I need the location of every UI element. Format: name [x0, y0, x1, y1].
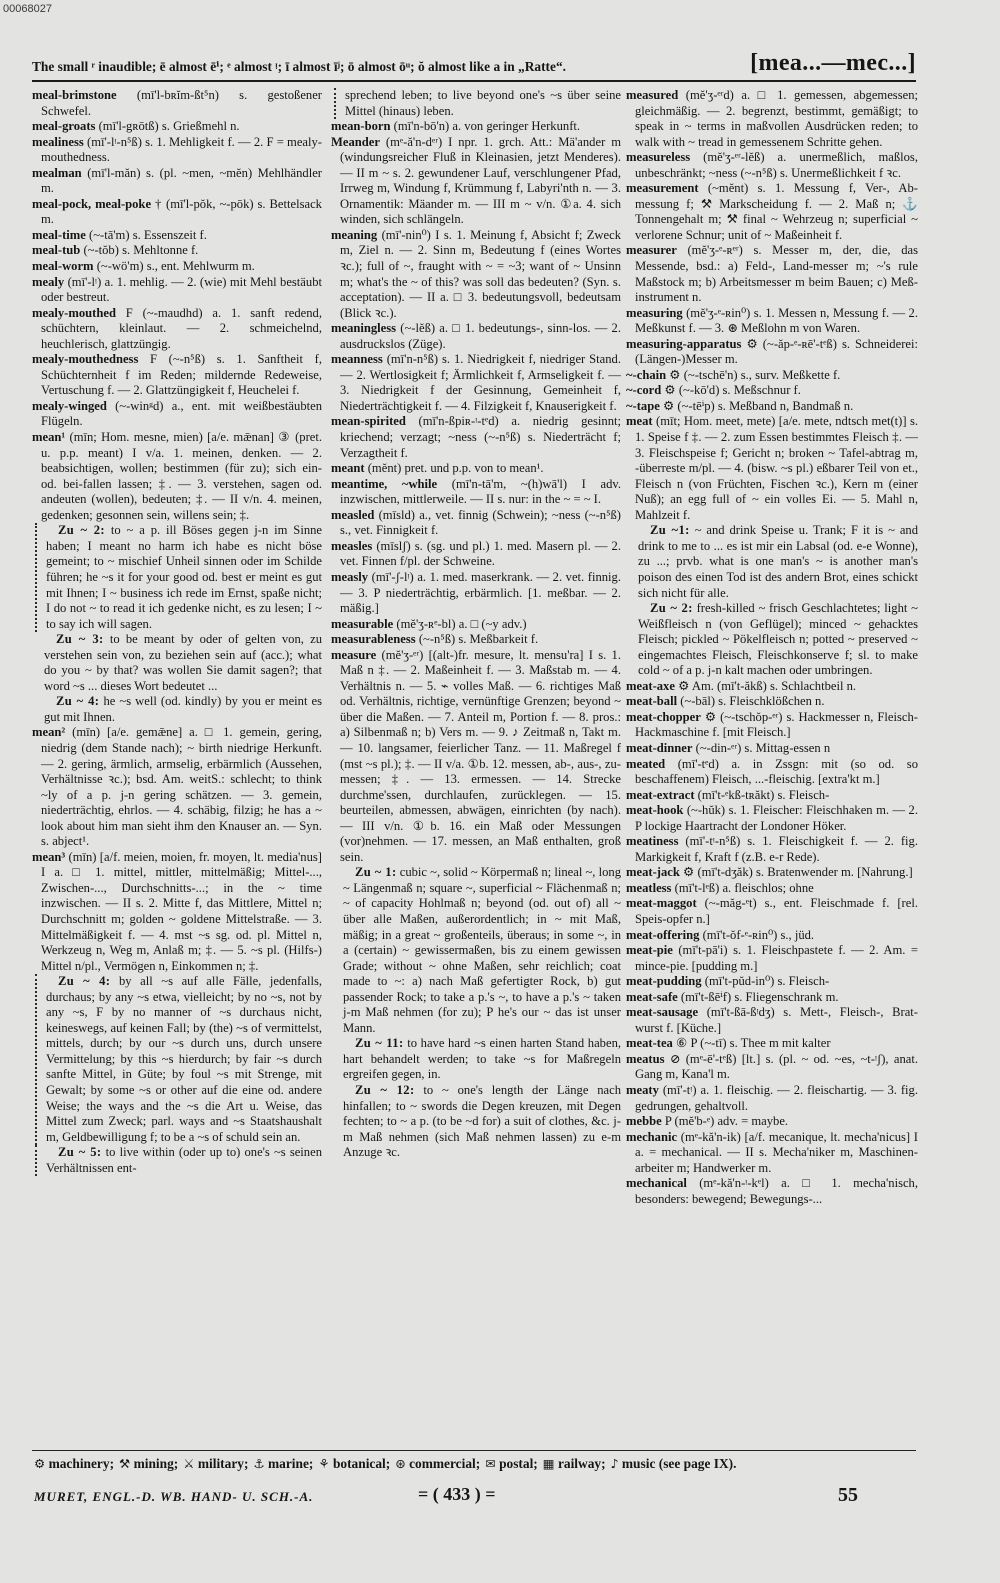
headword: meat-pudding [626, 974, 702, 989]
example-label: Zu ~ 11: [355, 1036, 404, 1051]
usage-example [35, 1145, 322, 1176]
definition-text: (mīn) [a/e. gemǣne] a. □ 1. gemein, gering, niedrig (dem Stande nach); ~ birth niedrige Herkunft. — 2. gering, ärmlich, armselig, erbärmlich (Aussehen, Verhältnisse ꝛc.); bsd. Am. weitS.: schlecht; to think ~ly of a p. j-n gering schätzen. — 3. gemein, niederträchtig, ehrlos. — 4. schäbig, filzig; he has a ~ look about him man sieht ihm den Knauser an. — Syn. s. abject¹. [41, 725, 322, 849]
legend-item [485, 1456, 538, 1471]
definition-text: cubic ~, solid ~ Körpermaß n; lineal ~, long ~ Längenmaß n; square ~, superficial ~ Flächenmaß n; ~ of capacity Hohlmaß n; beyond (od. out of) all ~ über alle Maßen, außerordentlich; in ~ mit Maß, mäßig; in a great ~ großenteils, überaus; in some ~, in a (certain) ~ gewissermaßen, bis zu einem gewissen Grade; without ~ ohne Maßen, sehr reichlich; coat made to ~: a) nach Maß gefertigter Rock, b) gut passender Rock; to take a p.'s ~, to have a p.'s ~ taken j-m Maß nehmen (for zu); P he's our ~ das ist unser Mann. [343, 865, 621, 1035]
dictionary-entry [32, 275, 322, 306]
headword: mean³ [32, 849, 66, 864]
definition-text: (mī'n-n⁵ß) s. 1. Niedrigkeit f, niedriger Stand. — 2. Wertlosigkeit f; Ärmlichkeit f, Armseligkeit f. — 3. Niedrigkeit f der Gesinnung, Gemeinheit f, Niederträchtigkeit f. — 4. Filzigkeit f, Knauserigkeit f. [340, 352, 621, 413]
dictionary-entry [626, 974, 918, 990]
definition-text: ⚙ Am. (mī't-ăkß) s. Schlachtbeil n. [678, 678, 857, 693]
definition-text: ⊘ (mᵉ-ē'-tᵉß) [lt.] s. (pl. ~ od. ~es, ~t-ᵎʃ), anat. Gang m, Kana'l m. [635, 1051, 918, 1082]
legend-item [543, 1456, 606, 1471]
usage-example [35, 523, 322, 632]
dictionary-entry [32, 228, 322, 244]
footer-rule [32, 1450, 916, 1451]
dictionary-entry [626, 1130, 918, 1177]
train-icon: ▦ [542, 1456, 555, 1471]
dictionary-entry [626, 306, 918, 337]
definition-text: (~-winᵍd) a., ent. mit weißbestäubten Flügeln. [41, 398, 322, 429]
gear-icon: ⚙ [34, 1456, 46, 1471]
dictionary-entry [626, 1176, 918, 1207]
legend-item [34, 1456, 114, 1471]
crossed-swords-icon: ⚔ [183, 1456, 195, 1471]
dictionary-entry [626, 694, 918, 710]
headword: meat-sausage [626, 1005, 699, 1020]
headword: Meander [331, 134, 380, 149]
definition-text: (mī'-tᵎ-n⁵ß) s. 1. Fleischigkeit f. — 2. fig. Markigkeit f, Kraft f (z.B. e-r Rede). [635, 834, 918, 864]
headword: measured [626, 88, 679, 102]
headword: measles [331, 538, 373, 553]
headword: mealiness [32, 134, 84, 149]
definition-text: ⚙ (~-ăp-ᵉ-ʀē'-tᵉß) s. Schneiderei: (Längen-)Messer m. [635, 336, 918, 367]
dictionary-entry [626, 414, 918, 523]
dictionary-entry [626, 834, 918, 865]
dictionary-entry [32, 88, 322, 119]
definition-text: (mī'l-bʀĭm-ßt⁵n) s. gestoßener Schwefel. [41, 88, 322, 118]
definition-text: (mĕ'ʒ-ᵉʳ) [(alt-)fr. mesure, lt. mensu'ra] I s. 1. Maß n ‡. — 2. Maßeinheit f. — 3. Maßstab m. — 4. Verhältnis n. — 5. ⌁ volles Maß. — 6. richtiges Maß od. Verhältnis, richtige, vernünftige Grenzen; beyond ~ über die Maßen. — 7. Anteil m, Portion f. — 8. pros.: a) Silbenmaß n; b) Vers m. — 9. ♪ Zeitmaß n, Takt m. — 10. langsamer, feierlicher Tanz. — 11. Maßregel f (mst ~s pl.); ‡. — II v/a. ①b. 12. messen, ab-, aus-, zu-messen; ‡. — 13. ermessen. — 14. Strecke durchme'ssen, durchlaufen, zurücklegen. — 15. beurteilen, abmessen, abwägen, einrichten (by nach). — III v/n. ①b. 16. ein Maß oder Messungen (vor)nehmen. — 17. messen, an Maß enthalten, groß sein. [340, 647, 621, 864]
usage-example [32, 632, 322, 694]
definition-text: (~-din-ᵉʳ) s. Mittag-essen n [695, 740, 831, 755]
dictionary-entry [331, 352, 621, 414]
example-label: Zu ~ 12: [355, 1083, 415, 1097]
definition-text: (mᵉ-kă'n-ik) [a/f. mecanique, lt. mecha'nicus] I a. = mechanical. — II s. Mecha'niker m, Maschinen-arbeiter m; Handwerker m. [635, 1129, 918, 1175]
legend-item [395, 1456, 480, 1471]
column-1 [32, 88, 322, 1448]
definition-text: (~-măg-ᵉt) s., ent. Fleischmade f. [rel. Speis-opfer n.] [635, 896, 918, 926]
dictionary-entry [32, 197, 322, 228]
usage-example [626, 601, 918, 679]
example-label: Zu ~ 5: [58, 1145, 102, 1160]
definition-text: (mī't-ᵉkß-tʀăkt) s. Fleisch- [697, 787, 830, 802]
headword: meal-tub [32, 243, 81, 258]
legend-item [183, 1456, 248, 1471]
headword: measurableness [331, 632, 416, 647]
headword: meated [626, 756, 666, 771]
definition-text: (mī'n-bō'n) a. von geringer Herkunft. [393, 119, 581, 134]
column-2 [331, 88, 621, 1448]
definition-text: † (mī'l-pŏk, ~-pōk) s. Bettelsack m. [41, 196, 322, 227]
dictionary-entry [626, 928, 918, 944]
dictionary-entry [331, 539, 621, 570]
definition-text: (mᵉ-kă'n-ᵎ-kᵉl) a. □ 1. mecha'nisch, besonders: bewegend; Bewegungs-... [635, 1176, 918, 1206]
dictionary-entry [32, 399, 322, 430]
dictionary-entry [626, 1052, 918, 1083]
dictionary-entry [331, 508, 621, 539]
usage-example [331, 1036, 621, 1083]
definition-text: (mĕ'ʒ-ᵉʳd) a. □ 1. gemessen, abgemessen; gleichmäßig. — 2. begrenzt, bestimmt, gemäßigt; to speak in ~ terms in maßvollen Ausdrücken reden; to walk with ~ tread in gemessenem Schritte gehen. [635, 88, 918, 149]
usage-example [32, 694, 322, 725]
definition-text: to have hard ~s einen harten Stand haben, hart behandelt werden; to take ~s for Maßregeln ergreifen gegen, in. [343, 1036, 621, 1082]
dictionary-entry [626, 181, 918, 243]
dictionary-entry [626, 399, 918, 415]
dictionary-entry [626, 243, 918, 305]
example-label: Zu ~ 4: [56, 694, 100, 709]
dictionary-entry [32, 306, 322, 353]
dictionary-entry [32, 725, 322, 849]
definition-text: to ~ one's length der Länge nach hinfallen; to ~ swords die Degen kreuzen, mit Degen fechten; to ~ a p. (to be ~d for) a suit of clothes, &c. j-m Maß nehmen (sich Maß nehmen lassen) zu e-m Anzuge ꝛc. [343, 1083, 621, 1160]
guide-words: [mea...—mec...] [750, 50, 916, 76]
headword: mean-born [331, 119, 391, 134]
headword: meatiness [626, 834, 679, 849]
headword: mealy-mouthed [32, 305, 116, 320]
definition-text: (mĕ'ʒ-ᵉ-ʀᵉʳ) s. Messer m, der, die, das Messende, bsd.: a) Feld-, Land-messer m; ~'s rule Maßstock m; b) Arbeitsmesser m beim Bauen; c) Meß-instrument n. [635, 243, 918, 305]
example-label: Zu ~ 3: [56, 632, 104, 647]
definition-text: (mī't-ßēⁱf) s. Fliegenschrank m. [680, 989, 839, 1004]
legend-label: military; [197, 1456, 249, 1471]
usage-example [626, 523, 918, 601]
commercial-icon: ⊛ [395, 1456, 406, 1471]
dictionary-entry [626, 757, 918, 788]
headword: mean-spirited [331, 414, 406, 429]
headword: meat-ball [626, 694, 678, 709]
definition-text: (mī'-tᵎ) a. 1. fleischig. — 2. fleischartig. — 3. fig. gedrungen, gehaltvoll. [635, 1083, 918, 1113]
headword: meat [626, 414, 653, 429]
definition-text: ⚙ (~-tēⁱp) s. Meßband n, Bandmaß n. [662, 398, 854, 413]
headword: measled [331, 507, 375, 522]
headword: mean¹ [32, 430, 66, 445]
definition-text: (~-tŏb) s. Mehltonne f. [83, 243, 199, 258]
definition-text: F (~-n⁵ß) s. 1. Sanftheit f, Schüchternheit f im Reden; mildernde Redeweise, Vertuschung f. — 2. Glattzüngigkeit f, Heuchelei f. [41, 352, 322, 398]
headword: meat-extract [626, 787, 695, 802]
definition-text: (~-wö'm) s., ent. Mehlwurm m. [96, 259, 255, 274]
dictionary-entry [32, 243, 322, 259]
dictionary-entry [626, 788, 918, 804]
dictionary-entry [331, 321, 621, 352]
usage-example [334, 88, 621, 119]
headword: measurer [626, 243, 677, 258]
headword: measurable [331, 616, 394, 631]
anchor-icon: ⚓ [253, 1456, 265, 1471]
definition-text: (mī't-lᵉß) a. fleischlos; ohne [674, 880, 814, 895]
headword: meal-worm [32, 259, 94, 274]
page-number: 55 [838, 1484, 858, 1506]
dictionary-entry [331, 135, 621, 228]
definition-text: (~mĕnt) s. 1. Messung f, Ver-, Ab-messung f; ⚒ Markscheidung f. — 2. Maß n; ⚓ Tonnengehalt m; ⚒ final ~ Wehrzeug n; superficial ~ verlorene Schnur; unit of ~ Maßeinheit f. [635, 181, 918, 242]
legend-label: railway; [557, 1456, 606, 1471]
example-label: Zu ~ 2: [58, 523, 105, 538]
dictionary-entry [626, 990, 918, 1006]
definition-text: (mī't-ŏf-ᵉ-ʀin⁰) s., jüd. [702, 927, 815, 942]
headword: mealy [32, 274, 65, 289]
definition-text: (~-bāl) s. Fleischklößchen n. [680, 694, 825, 709]
definition-text: (mī't-pā'i) s. 1. Fleischpastete f. — 2. Am. = mince-pie. [pudding m.] [635, 943, 918, 973]
dictionary-entry [626, 896, 918, 927]
dictionary-entry [626, 88, 918, 150]
definition-text: ⚙ (mī't-dʒăk) s. Bratenwender m. [Nahrung.] [683, 865, 913, 880]
dictionary-entry [331, 617, 621, 633]
dictionary-entry [626, 1114, 918, 1130]
dictionary-entry [626, 943, 918, 974]
usage-example [331, 1083, 621, 1161]
headword: meal-time [32, 227, 86, 242]
dictionary-entry [32, 850, 322, 974]
definition-text: fresh-killed ~ frisch Geschlachtetes; light ~ Weißfleisch n (von Geflügel); minced ~ gehacktes Fleisch; pickled ~ Pökelfleisch n; potted ~ preserved ~ eingemachtes Fleisch, Fleischkonserve f; sl. to make cold ~ of a p. j-n kalt machen oder umbringen. [638, 601, 918, 678]
definition-text: ⑥ P (~-tī) s. Thee m mit kalter [676, 1036, 831, 1051]
dictionary-entry [331, 461, 621, 477]
envelope-icon: ✉ [485, 1456, 496, 1471]
dictionary-entry [32, 259, 322, 275]
dictionary-entry [626, 337, 918, 368]
headword: meat-offering [626, 927, 700, 942]
definition-text: (mī'-tᵉd) a. in Zssgn: mit (so od. so beschaffenem) Fleisch, ...-fleischig. [extra'kt m.] [635, 756, 918, 787]
headword: meat-chopper [626, 709, 701, 724]
headword: ~-tape [626, 398, 660, 413]
pronunciation-note: The small ʳ inaudible; ē almost ēⁱ; ᵉ almost ᵎ; ī almost īʲ; ō almost ōᵘ; ŏ almost like a in „Ratte“. [32, 59, 566, 74]
legend-label: commercial; [409, 1456, 481, 1471]
legend-label: postal; [499, 1456, 538, 1471]
scan-id: 00068027 [3, 3, 52, 15]
book-title: MURET, ENGL.-D. WB. HAND- U. SCH.-A. [34, 1489, 314, 1504]
page-header [32, 38, 916, 82]
definition-text: (mī't-pŭd-in⁰) s. Fleisch- [704, 974, 830, 989]
symbol-legend [34, 1456, 918, 1472]
dictionary-entry [626, 881, 918, 897]
legend-item [253, 1456, 313, 1471]
definition-text: he ~s well (od. kindly) by you er meint es gut mit Ihnen. [44, 694, 322, 724]
dictionary-entry [626, 1083, 918, 1114]
dictionary-entry [331, 648, 621, 866]
dictionary-entry [331, 632, 621, 648]
headword: measure [331, 647, 377, 662]
headword: mebbe [626, 1114, 662, 1129]
definition-text: ⚙ (~-tschē'n) s., surv. Meßkette f. [669, 367, 841, 382]
sheet-number: = ( 433 ) = [418, 1484, 496, 1504]
dictionary-entry [626, 865, 918, 881]
definition-text: (mīt; Hom. meet, mete) [a/e. mete, ndtsch met(t)] s. 1. Speise f ‡. — 2. zum Essen bestimmtes Fleisch ‡. — 3. Fleischspeise f; Gericht n; broken ~ Tafel-abtrag m, -überreste m/pl. — 4. (bisw. ~s pl.) eßbarer Teil von et., Fleisch n (von Früchten, Fischen ꝛc.), Kern m (einer Nuß); an egg full of ~ ein volles Ei. — 5. Mahl n, Mahlzeit f. [635, 414, 918, 522]
headword: meat-hook [626, 803, 684, 818]
headword: meal-pock, meal-poke [32, 196, 152, 211]
headword: meat-jack [626, 865, 680, 880]
headword: mechanic [626, 1129, 678, 1144]
definition-text: ⚙ (~-tschŏp-ᵉʳ) s. Hackmesser n, Fleisch-Hackmaschine f. [mit Fleisch.] [635, 709, 918, 740]
headword: mealman [32, 165, 82, 180]
definition-text: (mīslʃ) s. (sg. und pl.) 1. med. Masern pl. — 2. vet. Finnen f/pl. der Schweine. [340, 538, 621, 569]
definition-text: (mī'-nin⁰) I s. 1. Meinung f, Absicht f; Zweck m, Ziel n. — 2. Sinn m, Bedeutung f (eines Wortes ꝛc.); full of ~, fraught with ~ = ~3; want of ~ Unsinn m; what's the ~ of this? was soll das bedeuten? (Syn. s. acceptation). — II a. □ 3. bedeutungsvoll, bedeutsam (Blick ꝛc.). [340, 227, 621, 320]
definition-text: (mī'n-tā'm, ~(h)wā'l) I adv. inzwischen, mittlerweile. — II s. nur: in the ~ = ~ I. [340, 476, 621, 507]
headword: measuring-apparatus [626, 336, 742, 351]
headword: meat-tea [626, 1036, 673, 1051]
dictionary-entry [626, 1005, 918, 1036]
music-note-icon: ♪ [610, 1456, 619, 1471]
usage-example [331, 865, 621, 1036]
dictionary-entry [331, 228, 621, 321]
dictionary-entry [626, 741, 918, 757]
legend-label: mining; [133, 1456, 179, 1471]
headword: meaty [626, 1083, 659, 1097]
headword: meanness [331, 352, 383, 367]
headword: meat-axe [626, 678, 675, 693]
headword: ~-cord [626, 383, 662, 398]
definition-text: (mĕ'ʒ-ᵉ-ʀin⁰) s. 1. Messen n, Messung f. — 2. Meßkunst f. — 3. ⊛ Meßlohn m von Waren. [635, 305, 918, 336]
headword: meat-dinner [626, 740, 693, 755]
flower-icon: ⚘ [318, 1456, 330, 1471]
definition-text: (~-lĕß) a. □ 1. bedeutungs-, sinn-los. — 2. ausdruckslos (Züge). [340, 321, 621, 351]
legend-label: botanical; [332, 1456, 391, 1471]
column-3 [626, 88, 918, 1448]
headword: measuring [626, 305, 683, 320]
headword: meat-safe [626, 989, 678, 1004]
headword: meatus [626, 1051, 665, 1066]
definition-text: P (mĕ'b-ᵉ) adv. = maybe. [664, 1114, 789, 1129]
example-label: Zu ~ 4: [58, 974, 111, 989]
usage-example [35, 974, 322, 1145]
dictionary-entry [626, 803, 918, 834]
definition-text: (mī't-ßā-ßᵎdʒ) s. Mett-, Fleisch-, Brat-wurst f. [Küche.] [635, 1005, 918, 1035]
definition-text: (mī'-lᵎ-n⁵ß) s. 1. Mehligkeit f. — 2. F = mealy-mouthedness. [41, 134, 322, 165]
legend-item [119, 1456, 178, 1471]
definition-text: (mĕ'ʒ-ʀᵉ-bl) a. □ (~y adv.) [396, 616, 527, 631]
definition-text: (~-hŭk) s. 1. Fleischer: Fleischhaken m. — 2. P lockige Haartracht der Londoner Höker. [635, 803, 918, 833]
dictionary-entry [32, 119, 322, 135]
example-label: Zu ~ 1: [355, 865, 397, 880]
headword: ~-chain [626, 367, 667, 382]
legend-label: marine; [268, 1456, 314, 1471]
headword: meatless [626, 880, 672, 895]
definition-text: (mīn; Hom. mesne, mien) [a/e. mǣnan] ③ (pret. u. p.p. meant) I v/a. 1. meinen, denken. — 2. beabsichtigen, wollen; bestimmen (für zu); sich ein- od. bei-fallen lassen; ‡. — 3. verstehen, sagen od. andeuten (wollen), bedeuten; ‡. — II v/n. 4. meinen, gedenken; gesonnen sein, willens sein; ‡. [41, 430, 322, 522]
dictionary-entry [626, 150, 918, 181]
headword: meant [331, 461, 365, 476]
definition-text: (mī'n-ßpiʀ-ᵎ-tᵉd) a. niedrig gesinnt; kriechend; verzagt; ~ness (~-n⁵ß) s. Niederträcht f; Verzagtheit f. [340, 414, 621, 460]
definition-text: (mīsld) a., vet. finnig (Schwein); ~ness (~-n⁵ß) s., vet. Finnigkeit f. [340, 507, 621, 538]
definition-text: (mī'l-măn) s. (pl. ~men, ~mĕn) Mehlhändler m. [41, 165, 322, 196]
example-label: Zu ~ 2: [650, 601, 693, 616]
headword: meal-brimstone [32, 88, 117, 102]
headword: meat-pie [626, 943, 673, 958]
definition-text: ⚙ (~-kō'd) s. Meßschnur f. [664, 383, 801, 398]
definition-text: to live within (oder up to) one's ~s seinen Verhältnissen ent- [46, 1145, 322, 1175]
dictionary-entry [32, 430, 322, 523]
definition-text: (mᵉ-ă'n-dᵉʳ) I npr. 1. grch. Att.: Mä'ander m (windungsreicher Fluß in Kleinasien, jetzt Menderes). — II m ~ s. 2. gewundener Lauf, verschlungener Pfad, Irrweg m, Windung f, Krümmung f, Labyri'nth n. — 3. Ornamentik: Mäander m. — III m ~ v/n. ①a. 4. sich winden, sich schlängeln. [340, 134, 621, 227]
dictionary-entry [32, 166, 322, 197]
dictionary-entry [32, 135, 322, 166]
headword: meaning [331, 227, 378, 242]
dictionary-entry [331, 477, 621, 508]
legend-item [611, 1456, 737, 1471]
definition-text: (~-tā'm) s. Essenszeit f. [89, 227, 207, 242]
legend-label: music (see page IX). [621, 1456, 737, 1471]
definition-text: F (~-maudhd) a. 1. sanft redend, schüchtern, kleinlaut. — 2. schmeichelnd, heuchlerisch, glattzüngig. [41, 305, 322, 351]
dictionary-entry [626, 368, 918, 384]
hammer-pick-icon: ⚒ [119, 1456, 131, 1471]
dictionary-entry [626, 679, 918, 695]
dictionary-entry [626, 1036, 918, 1052]
definition-text: sprechend leben; to live beyond one's ~s über seine Mittel (hinaus) leben. [345, 88, 621, 118]
legend-item [318, 1456, 390, 1471]
dictionary-entry [331, 414, 621, 461]
headword: meaningless [331, 321, 397, 336]
definition-text: to ~ a p. ill Böses gegen j-n im Sinne haben; I meant no harm ich habe es nicht böse gemeint; to ~ mischief Unheil sinnen oder im Schilde führen; he ~s it for your good od. best er meint es gut mit Ihnen; I ~ business ich rede im Ernst, spaße nicht; I do not ~ to read it ich gedenke nicht, es zu lesen; I ~ to say ich will sagen. [46, 523, 322, 631]
headword: mean² [32, 725, 66, 740]
definition-text: (~-n⁵ß) s. Meßbarkeit f. [418, 632, 539, 647]
definition-text: ~ and drink Speise u. Trank; F it is ~ and drink to me to ... es ist mir ein Labsal (od. e-e Wonne), zu ...; prvb. what is one man's ~ is another man's poison des einen Tod ist des andern Brot, eines schickt sich nicht für alle. [638, 523, 918, 600]
definition-text: (mīn) [a/f. meien, moien, fr. moyen, lt. media'nus] I a. □ 1. mittel, mittler, mittelmäßig; Mittel-..., Zwischen-..., Durchschnitts-...; in the ~ time inzwischen. — II s. 2. Mitte f, das Mittlere, Mittel n; Durchschnitt m; golden ~ goldene Mittelstraße. — 3. Mittelmäßigkeit f. — 4. mst ~s sg. od. pl. Mittel n, Werkzeug n, Weg m, Anlaß m; ‡. — 5. ~s pl. (Hilfs-) Mittel n/pl., Vermögen n, Einkommen n; ‡. [41, 849, 322, 973]
headword: meal-groats [32, 119, 96, 134]
headword: meat-maggot [626, 896, 697, 911]
dictionary-entry [32, 352, 322, 399]
definition-text: (mī'-lᵎ) a. 1. mehlig. — 2. (wie) mit Mehl bestäubt oder bestreut. [41, 274, 322, 305]
definition-text: to be meant by oder of gelten von, zu verstehen sein von, zu beziehen sein auf (acc.); what do you ~ by that? was wollen Sie damit sagen?; that word ~s ... dieses Wort bedeutet ... [44, 632, 322, 693]
headword: measureless [626, 150, 691, 165]
dictionary-entry [331, 570, 621, 617]
example-label: Zu ~1: [650, 523, 690, 538]
headword: measurement [626, 181, 699, 196]
legend-label: machinery; [48, 1456, 115, 1471]
headword: meantime, ~while [331, 476, 438, 491]
headword: mealy-mouthedness [32, 352, 139, 367]
definition-text: (mĕnt) pret. und p.p. von to mean¹. [367, 461, 544, 476]
dictionary-entry [626, 383, 918, 399]
definition-text: (mī'-ʃ-lᵎ) a. 1. med. maserkrank. — 2. vet. finnig. — 3. P niederträchtig, erbärmlich. [1. meßbar. — 2. mäßig.] [340, 569, 621, 616]
headword: mechanical [626, 1176, 687, 1191]
dictionary-entry [626, 710, 918, 741]
definition-text: by all ~s auf alle Fälle, jedenfalls, durchaus; by any ~s etwa, vielleicht; by no ~s, not by any ~s, F by no manner of ~s durchaus nicht, keineswegs, auf keinen Fall; by (the) ~s of vermittelst, mittels, durch; by our ~s durch uns, durch unsere Vermittelung; by this ~s hierdurch; by fair ~s durch sanfte Mittel, in Güte; by foul ~s mit Strenge, mit Gewalt; by some ~s or other auf die eine od. andere Weise; the ways and the ~s die Art u. Weise, das Mittel zum Zweck; parl. ways and ~s Staatshaushalt m, Geldbewilligung f; to be a ~s of schuld sein an. [46, 974, 322, 1144]
definition-text: (mī'l-gʀōtß) s. Grießmehl n. [98, 119, 240, 134]
headword: measly [331, 569, 369, 584]
headword: mealy-winged [32, 398, 107, 413]
dictionary-entry [331, 119, 621, 135]
definition-text: (mĕ'ʒ-ᵉʳ-lĕß) a. unermeßlich, maßlos, unbeschränkt; ~ness (~-n⁵ß) s. Unermeßlichkeit f ꝛc. [635, 150, 918, 180]
